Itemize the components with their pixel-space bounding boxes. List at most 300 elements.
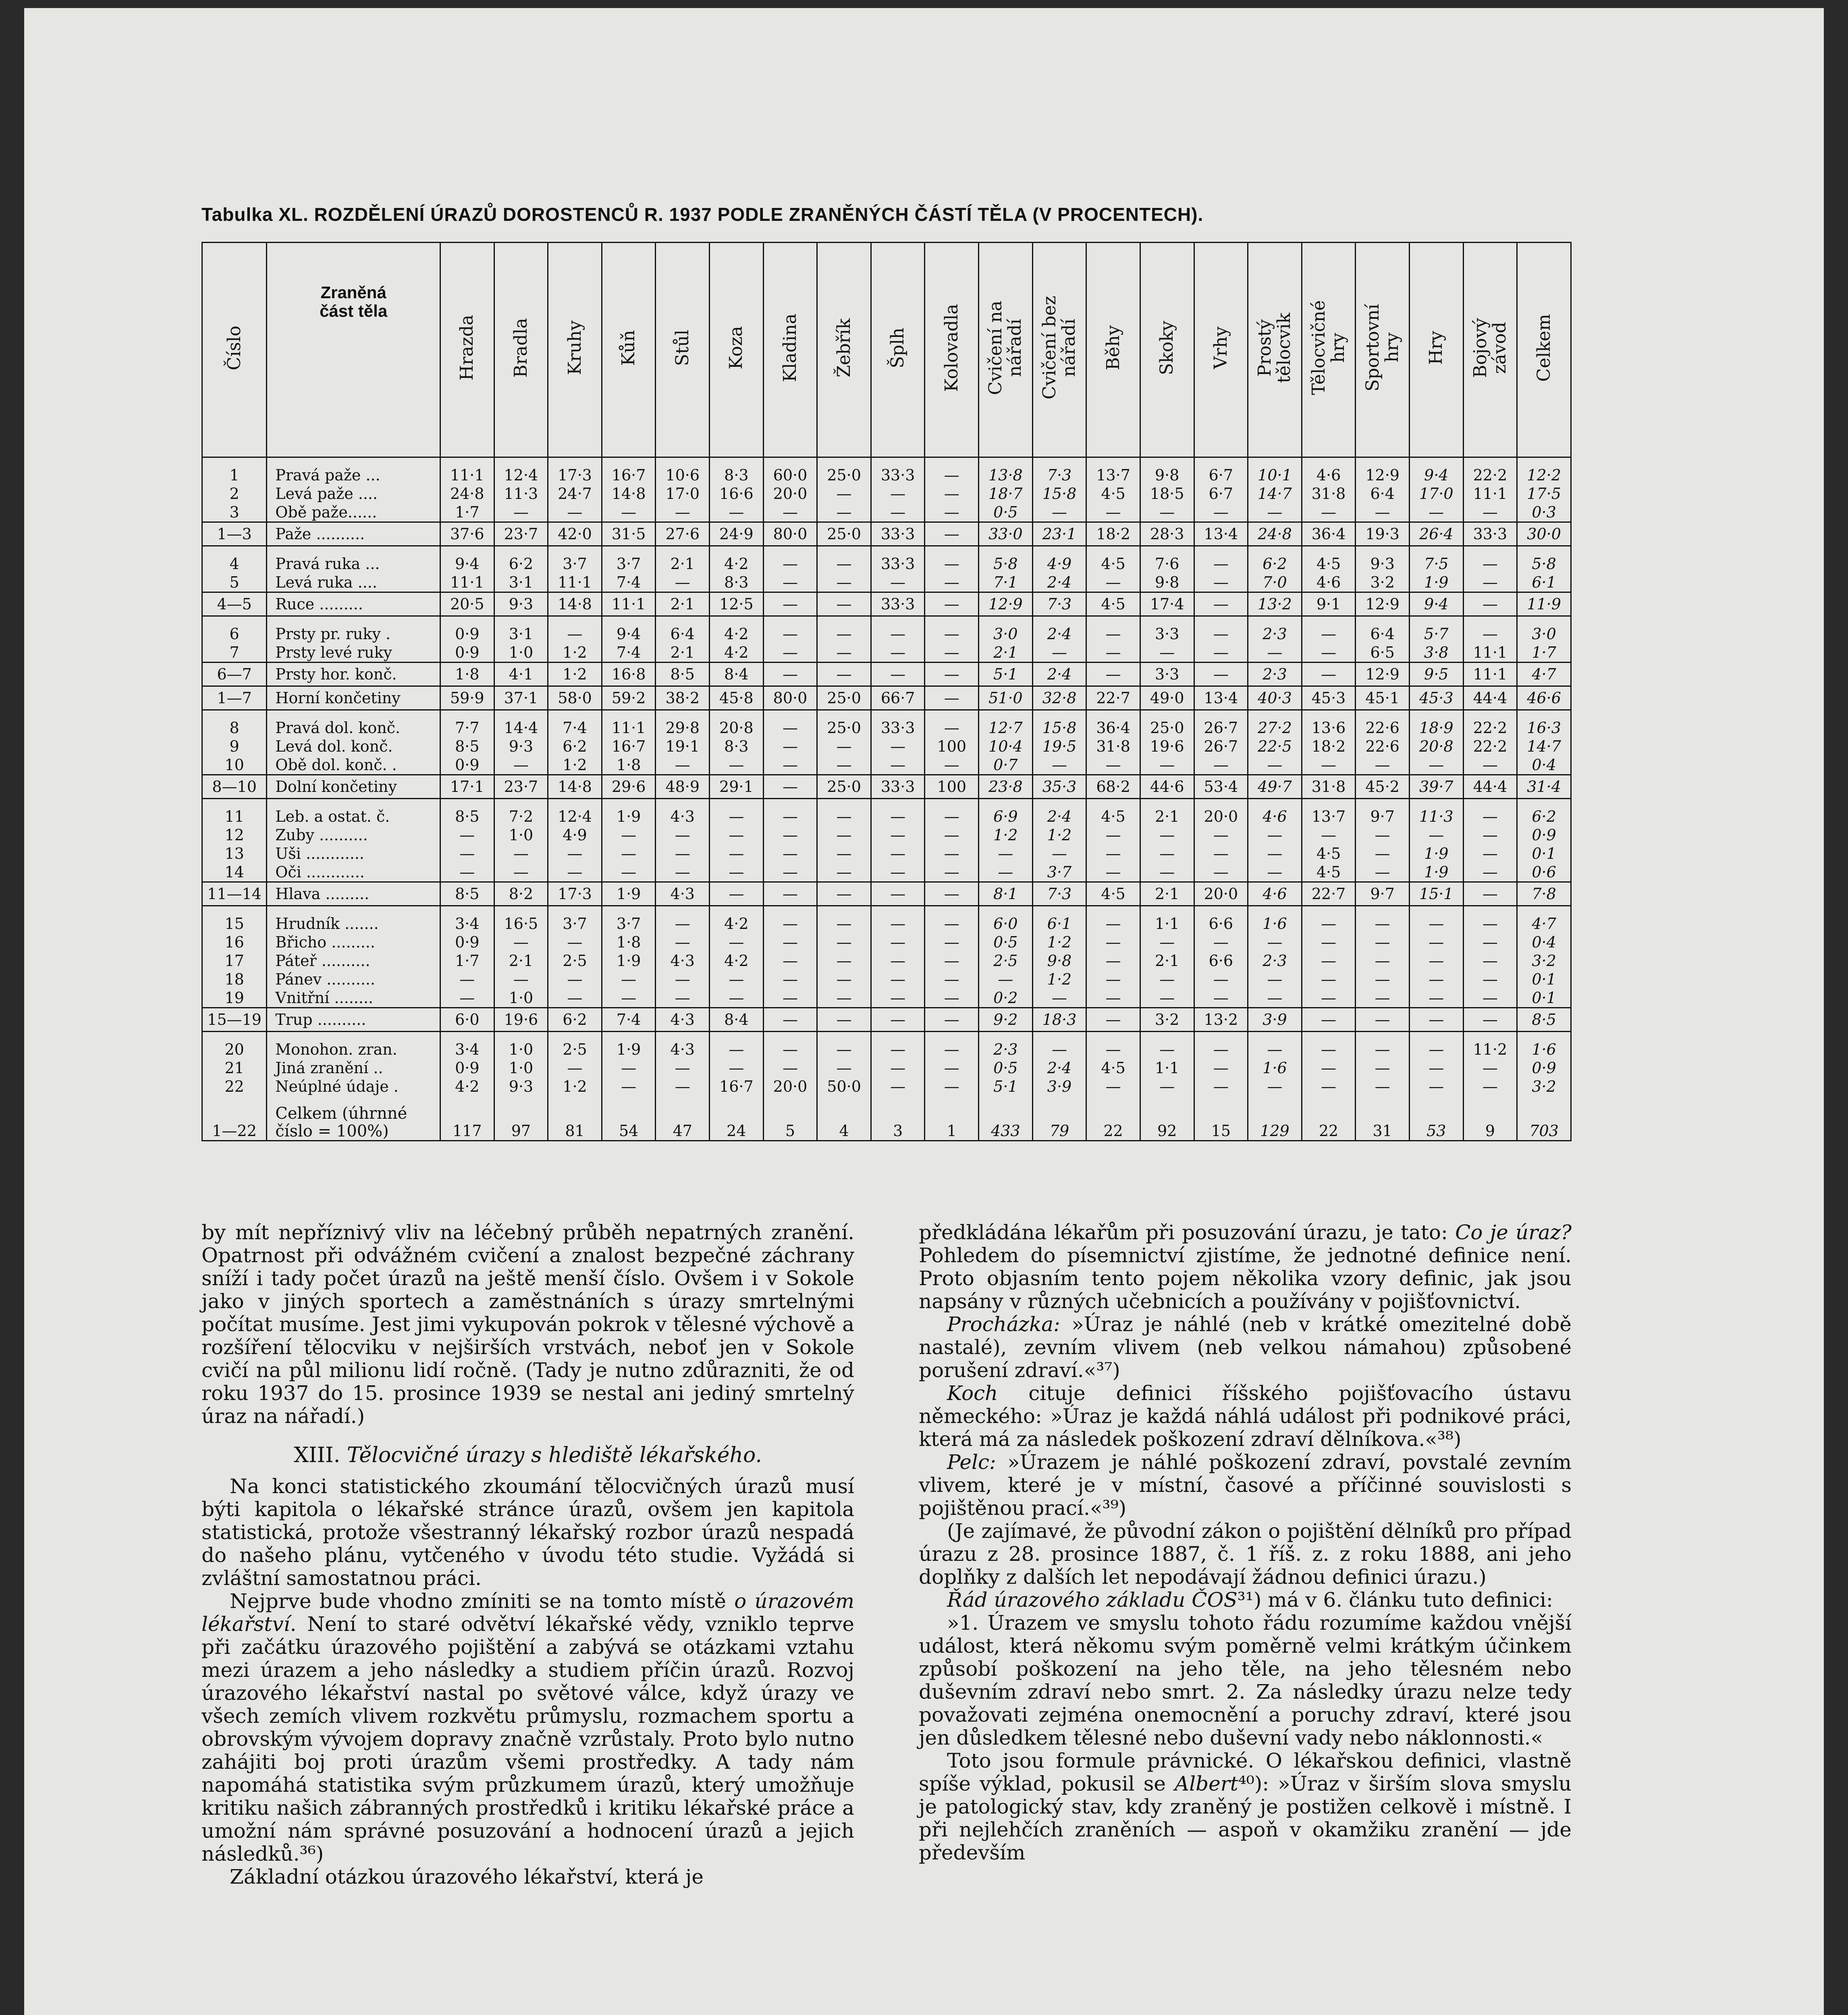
table-cell: 18·2 [1086,522,1140,546]
text-run: . Není to staré odvětví lékařské vědy, vzniklo teprve při začátku úrazového pojištění a zabývá se otázkami vztahu mezi úrazem a jeho následky a studiem příčin úrazů. Rozvoj úrazového lékařství nastal po světové válce, když úrazy ve všech zemích vlivem rozkvětu průmyslu, rozmachem sportu a obrovským vývojem dopravy značně vzrůstaly. Proto bylo nutno zahájiti boj proti úrazům všemi prostředky. A tady nám napomáhá statistika svým průzkumem úrazů, který umožňuje kritiku našich zábranných prostředků i kritiku lékařské práce a umožní nám správné posuzování a hodnocení úrazů a jejich následků.³⁶) [201,1612,854,1865]
table-cell: 2·3 [979,1032,1033,1059]
text-run: Nejprve bude vhodno zmíniti se na tomto místě [230,1589,735,1613]
table-cell: 10·6 [656,457,710,485]
table-cell: 4·3 [656,1032,710,1059]
row-number: 6—7 [202,663,267,686]
table-cell: — [1140,863,1194,882]
table-cell: — [925,1077,979,1096]
table-row [202,1077,1571,1096]
table-cell: 2·5 [979,951,1033,970]
table-cell: 9·4 [1409,457,1463,485]
row-number: 2 [202,484,267,503]
table-cell: 6·0 [979,906,1033,933]
table-cell: — [871,643,925,663]
table-cell: — [656,1077,710,1096]
table-cell: 6·5 [1356,643,1410,663]
table-cell: 3·8 [1409,643,1463,663]
body-part-label: Hlava ......... [267,882,440,906]
table-cell: 1·9 [1409,844,1463,863]
table-cell: 16·6 [710,484,764,503]
table-cell: — [602,503,656,522]
column-header [1409,243,1463,457]
table-cell: 0·5 [979,933,1033,951]
table-cell: 4·5 [1086,799,1140,826]
body-part-label: Obě dol. konč. . [267,756,440,775]
table-cell: — [656,503,710,522]
table-cell: — [1409,951,1463,970]
table-cell: 1·9 [602,799,656,826]
table-cell: 8·3 [710,737,764,756]
table-cell: 38·2 [656,686,710,710]
table-cell: — [602,844,656,863]
column-header [1140,243,1194,457]
table-cell: — [925,882,979,906]
table-cell: — [1302,826,1356,844]
table-cell: — [925,546,979,573]
column-header [202,243,267,457]
table-cell: 8·2 [494,882,548,906]
table-cell: 19·6 [494,1008,548,1032]
table-cell: 25·0 [817,710,871,737]
table-cell: 1·9 [602,951,656,970]
table-row [202,616,1571,644]
table-cell: — [1356,826,1410,844]
table-cell: 35·3 [1032,775,1086,799]
table-cell: 0·1 [1517,989,1571,1008]
table-cell: 0·9 [440,643,494,663]
table-cell: 5·8 [1517,546,1571,573]
table-cell: — [1140,756,1194,775]
table-cell: — [440,863,494,882]
table-cell: — [1194,863,1248,882]
table-cell: — [763,616,817,644]
row-number: 4 [202,546,267,573]
text-run: cituje definici říšského pojišťovacího ústavu německého: »Úraz je každá náhlá událost při podnikové práci, která má za následek poškození zdraví dělníkova.«³⁸) [919,1381,1572,1451]
table-cell: — [763,546,817,573]
paragraph: Základní otázkou úrazového lékařství, která je [230,1865,704,1888]
table-cell: — [871,882,925,906]
table-cell: — [494,933,548,951]
column-header-label: Bradla [510,318,531,378]
paragraph: (Je zajímavé, že původní zákon o pojištění dělníků pro případ úrazu z 28. prosince 1887, č. 1 říš. z. z roku 1888, ani jeho doplňky z dalších let nepodávají žádnou definici úrazu.) [919,1519,1572,1589]
table-cell: 0·5 [979,503,1033,522]
table-cell: — [1302,756,1356,775]
column-header [925,243,979,457]
table-cell: 7·3 [1032,457,1086,485]
table-cell: 7·2 [494,799,548,826]
table-cell: 6·1 [1032,906,1086,933]
table-cell: 13·7 [1302,799,1356,826]
table-cell: — [763,951,817,970]
table-cell: 9·4 [1409,592,1463,616]
body-part-label: Prsty pr. ruky . [267,616,440,644]
table-cell: 2·1 [1140,882,1194,906]
table-cell: 24·7 [548,484,602,503]
table-cell: — [763,643,817,663]
table-cell: 1·7 [1517,643,1571,663]
table-row [202,663,1571,686]
table-cell: 6·7 [1194,484,1248,503]
table-cell: 13·2 [1248,592,1302,616]
table-cell: 1·6 [1248,906,1302,933]
table-cell: — [1463,844,1517,863]
table-cell: 2·1 [656,592,710,616]
table-cell: 4·6 [1302,457,1356,485]
table-cell: — [1409,906,1463,933]
table-cell: 0·2 [979,989,1033,1008]
body-part-label: Pánev .......... [267,970,440,989]
table-cell: 9·4 [602,616,656,644]
table-cell: — [1302,933,1356,951]
table-cell: 26·7 [1194,710,1248,737]
table-cell: 0·9 [440,616,494,644]
column-header-label: Stůl [672,329,693,366]
table-cell: 0·9 [1517,1059,1571,1077]
table-cell: 6·2 [494,546,548,573]
table-cell: — [763,1008,817,1032]
table-cell: 8·5 [440,737,494,756]
table-cell: — [925,503,979,522]
table-cell: — [440,989,494,1008]
table-cell: 10·4 [979,737,1033,756]
table-cell: — [1463,1008,1517,1032]
column-header-label: Hrazda [457,315,478,381]
table-cell: — [817,503,871,522]
table-cell: 18·2 [1302,737,1356,756]
table-cell: — [710,863,764,882]
table-cell: 2·1 [656,546,710,573]
table-cell: — [548,989,602,1008]
table-cell: — [1356,951,1410,970]
table-cell: 4·5 [1302,546,1356,573]
table-cell: 8·5 [440,882,494,906]
table-cell: — [710,1032,764,1059]
table-cell: 14·7 [1517,737,1571,756]
table-cell: 4·3 [656,1008,710,1032]
table-cell: 18·9 [1409,710,1463,737]
table-cell: 58·0 [548,686,602,710]
table-cell: 6·9 [979,799,1033,826]
table-cell: 31·5 [602,522,656,546]
table-cell: 6·2 [548,737,602,756]
table-cell: 31 [1356,1096,1410,1141]
table-cell: 14·8 [548,775,602,799]
table-cell: 2·1 [656,643,710,663]
table-cell: — [1302,503,1356,522]
table-cell: — [871,737,925,756]
column-header [1248,243,1302,457]
table-cell: 100 [925,737,979,756]
table-cell: 10·1 [1248,457,1302,485]
table-cell: 20·8 [1409,737,1463,756]
table-row [202,970,1571,989]
table-cell: — [925,989,979,1008]
table-cell: 13·4 [1194,522,1248,546]
table-cell: 28·3 [1140,522,1194,546]
table-cell: 25·0 [817,686,871,710]
table-cell: — [817,592,871,616]
table-cell: — [1194,503,1248,522]
row-number: 12 [202,826,267,844]
table-cell: 3·1 [494,616,548,644]
table-cell: 39·7 [1409,775,1463,799]
table-cell: 19·1 [656,737,710,756]
table-cell: 12·5 [710,592,764,616]
table-cell: — [817,737,871,756]
table-cell: 3·0 [1517,616,1571,644]
row-number: 1 [202,457,267,485]
column-header [1302,243,1356,457]
column-header [494,243,548,457]
table-cell: — [1409,826,1463,844]
table-header-row [202,243,1571,457]
table-cell: 9·7 [1356,882,1410,906]
table-cell: — [1140,1077,1194,1096]
paragraph: »1. Úrazem ve smyslu tohoto řádu rozumíme každou vnější událost, která někomu svým poměrně velmi krátkým účinkem způsobí poškození na jeho těle, na jeho tělesném nebo duševním zdraví nebo smrt. 2. Za následky úrazu nelze tedy považovati zejména onemocnění a poruchy zdraví, které jsou jen důsledkem tělesné nebo duševní vady nebo náklonnosti.« [919,1611,1572,1749]
row-number: 15 [202,906,267,933]
table-cell: — [871,844,925,863]
table-cell: 8·4 [710,1008,764,1032]
table-cell: — [925,1008,979,1032]
body-part-label: Paže .......... [267,522,440,546]
column-header [1194,243,1248,457]
body-part-label: Celkem (úhrnné číslo = 100%) [267,1096,440,1141]
column-header-label: Běhy [1103,325,1123,370]
table-cell: 16·5 [494,906,548,933]
table-cell: — [1140,643,1194,663]
table-cell: — [1194,844,1248,863]
table-cell: 22·5 [1248,737,1302,756]
column-header-label: Hry [1426,330,1447,365]
table-cell: 4·2 [710,643,764,663]
table-cell: — [925,970,979,989]
table-cell: 0·9 [440,1059,494,1077]
row-number: 6 [202,616,267,644]
section-heading [201,1444,854,1467]
table-cell: 29·6 [602,775,656,799]
emphasis: Řád úrazového základu ČOS [947,1588,1238,1612]
body-part-label: Uši ............ [267,844,440,863]
row-number: 8—10 [202,775,267,799]
body-part-label: Ruce ......... [267,592,440,616]
row-number: 4—5 [202,592,267,616]
emphasis: o úrazovém lékařství [201,1589,854,1636]
table-cell: 2·4 [1032,799,1086,826]
table-cell: — [1248,970,1302,989]
row-number: 1—22 [202,1096,267,1141]
table-cell: 42·0 [548,522,602,546]
column-header-label: Kladina [779,314,800,382]
row-number: 17 [202,951,267,970]
table-cell: — [602,826,656,844]
table-cell: — [710,933,764,951]
table-cell: 25·0 [1140,710,1194,737]
table-cell: — [871,933,925,951]
table-cell: — [925,826,979,844]
table-cell: — [871,663,925,686]
table-cell: 1·8 [602,933,656,951]
table-cell: 30·0 [1517,522,1571,546]
table-cell: 33·0 [979,522,1033,546]
table-cell: 15·1 [1409,882,1463,906]
table-cell: 11·9 [1517,592,1571,616]
table-cell: 4·3 [656,799,710,826]
table-cell: 7·5 [1409,546,1463,573]
table-cell: 20·0 [1194,799,1248,826]
table-cell: 1·2 [548,643,602,663]
author-name: Albert [1175,1772,1238,1795]
table-cell: — [1032,503,1086,522]
table-cell: 36·4 [1302,522,1356,546]
table-cell: 2·3 [1248,616,1302,644]
table-cell: — [763,503,817,522]
table-cell: 8·5 [440,799,494,826]
table-cell: — [763,906,817,933]
table-cell: 4·5 [1302,844,1356,863]
column-header [1463,243,1517,457]
table-cell: 4 [817,1096,871,1141]
body-part-label: Břicho ......... [267,933,440,951]
table-cell: 1·6 [1248,1059,1302,1077]
table-cell: 40·3 [1248,686,1302,710]
table-cell: 3·4 [440,1032,494,1059]
table-cell: — [1086,663,1140,686]
text-run: ³¹) má v 6. článku tuto definici: [1237,1588,1553,1612]
table-cell: — [602,1059,656,1077]
table-cell: 33·3 [871,546,925,573]
table-cell: 12·9 [1356,457,1410,485]
table-cell: 1·9 [602,1032,656,1059]
table-cell: 17·3 [548,457,602,485]
table-row [202,546,1571,573]
table-cell: — [763,775,817,799]
table-cell: — [440,826,494,844]
table-cell: 19·3 [1356,522,1410,546]
table-cell: 24·8 [440,484,494,503]
body-part-label: Obě paže...... [267,503,440,522]
table-cell: — [1356,1059,1410,1077]
table-cell: — [871,1077,925,1096]
table-row [202,799,1571,826]
table-cell: 703 [1517,1096,1571,1141]
column-header [817,243,871,457]
table-cell: — [925,951,979,970]
table-cell: — [817,1059,871,1077]
table-cell: 9·3 [494,1077,548,1096]
table-cell: — [763,970,817,989]
table-cell: — [763,826,817,844]
table-cell: — [1463,989,1517,1008]
table-cell: — [817,484,871,503]
table-cell: 17·4 [1140,592,1194,616]
column-header: Zraněná část těla [267,243,440,457]
table-cell: 11·2 [1463,1032,1517,1059]
table-cell: — [1086,863,1140,882]
table-cell: — [763,863,817,882]
paragraph [919,1313,1572,1382]
table-cell: — [1194,970,1248,989]
table-cell: — [871,970,925,989]
table-cell: — [1086,933,1140,951]
table-cell: 11·1 [1463,643,1517,663]
table-cell: — [871,951,925,970]
table-cell: 2·4 [1032,616,1086,644]
table-cell: 1·1 [1140,1059,1194,1077]
table-cell: 8·4 [710,663,764,686]
table-cell: 33·3 [871,710,925,737]
table-cell: 16·3 [1517,710,1571,737]
table-cell: 33·3 [871,522,925,546]
table-cell: 0·5 [979,1059,1033,1077]
table-cell: 1·0 [494,1032,548,1059]
column-header [1356,243,1410,457]
table-cell: 17·1 [440,775,494,799]
table-cell: 4·5 [1086,592,1140,616]
author-name: Procházka: [947,1313,1060,1336]
row-number: 20 [202,1032,267,1059]
table-cell: — [817,989,871,1008]
table-cell: 31·8 [1302,484,1356,503]
table-row [202,1008,1571,1032]
table-cell: 8·3 [710,573,764,592]
table-cell: — [871,756,925,775]
table-cell: — [1194,826,1248,844]
table-cell: 31·8 [1302,775,1356,799]
table-cell: — [1302,1077,1356,1096]
table-cell: 22·2 [1463,710,1517,737]
table-cell: 5·8 [979,546,1033,573]
table-cell: — [656,989,710,1008]
table-cell: — [763,933,817,951]
table-cell: 7·8 [1517,882,1571,906]
table-cell: 27·2 [1248,710,1302,737]
body-part-label: Levá ruka .... [267,573,440,592]
table-cell: — [602,989,656,1008]
table-cell: 12·9 [979,592,1033,616]
table-cell: — [1194,663,1248,686]
table-cell: 15·8 [1032,484,1086,503]
table-row [202,686,1571,710]
section-number: XIII. [294,1443,341,1467]
table-cell: 3·1 [494,573,548,592]
table-cell: — [1086,1008,1140,1032]
table-cell: 22·2 [1463,457,1517,485]
table-cell: — [925,616,979,644]
table-cell: 7·4 [602,573,656,592]
table-cell: — [548,503,602,522]
table-cell: — [1302,989,1356,1008]
table-cell: 4·5 [1086,546,1140,573]
table-cell: 9·7 [1356,799,1410,826]
injury-table-container [201,242,1572,1141]
table-row [202,756,1571,775]
table-cell: 45·2 [1356,775,1410,799]
table-cell: — [925,484,979,503]
table-cell: 31·8 [1086,737,1140,756]
body-part-label: Jiná zranění .. [267,1059,440,1077]
table-cell: — [494,970,548,989]
table-cell: — [1194,1032,1248,1059]
table-caption: Tabulka XL. ROZDĚLENÍ ÚRAZŮ DOROSTENCŮ R. 1937 PODLE ZRANĚNÝCH ČÁSTÍ TĚLA (V PROCENTECH). [201,204,1204,225]
table-cell: 32·8 [1032,686,1086,710]
table-cell: — [871,863,925,882]
column-header [871,243,925,457]
table-row [202,592,1571,616]
column-header [710,243,764,457]
table-cell: 1·2 [548,1077,602,1096]
table-cell: 3 [871,1096,925,1141]
table-cell: — [1086,643,1140,663]
